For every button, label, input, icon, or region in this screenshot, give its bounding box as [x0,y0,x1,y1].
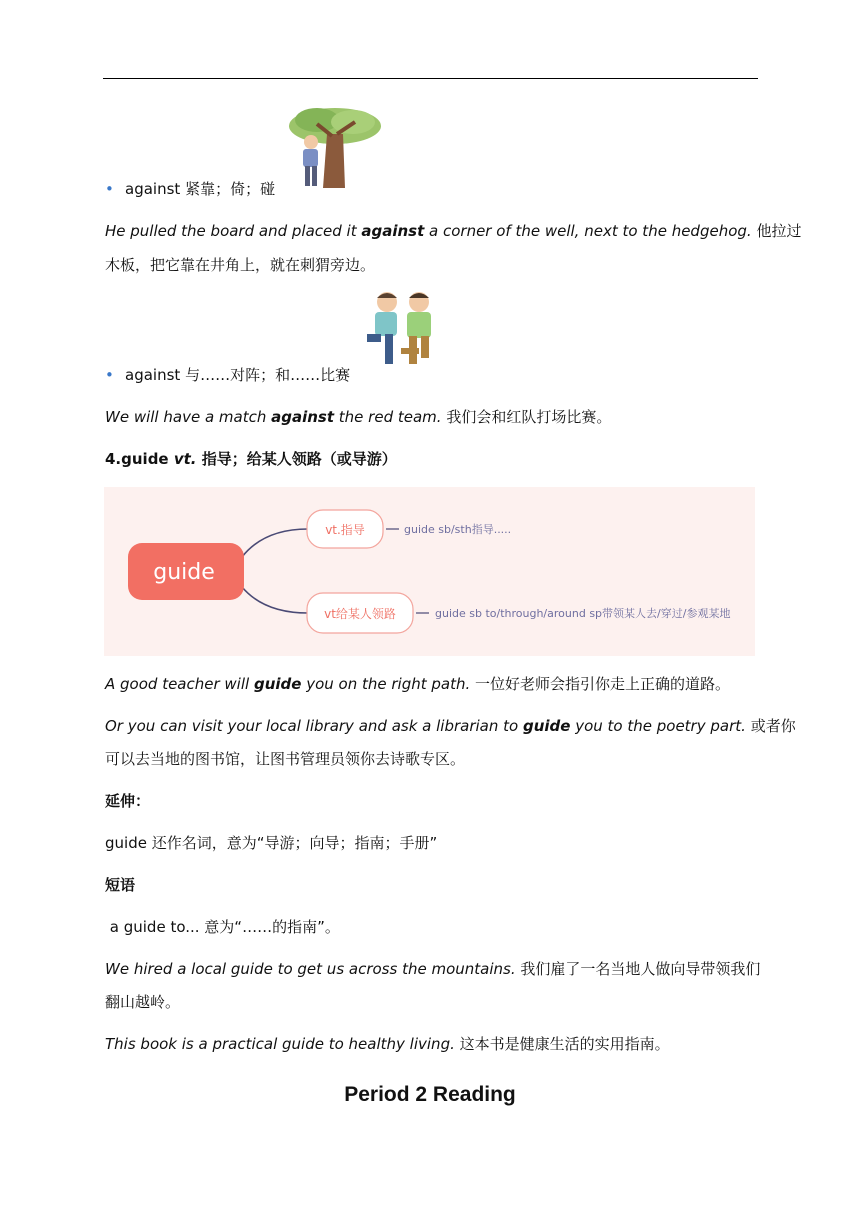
bullet-against-match: • against 与……对阵；和……比赛 [105,366,351,384]
branch-2-note: guide sb to/through/around sp带领某人去/穿过/参观某地 [435,607,731,620]
guide-mind-map [104,487,755,656]
example-1-line-2: 木板，把它靠在井角上，就在刺猬旁边。 [105,256,376,274]
phrase-text: a guide to... 意为“……的指南”。 [105,918,340,936]
mind-map-diagram [104,487,755,656]
example-6: This book is a practical guide to healthy living. 这本书是健康生活的实用指南。 [105,1035,670,1053]
bullet-against-lean: • against 紧靠；倚；碰 [105,180,276,198]
entry-guide-heading: 4.guide vt. 指导；给某人领路（或导游） [105,450,397,468]
example-5-line-1: We hired a local guide to get us across the mountains. 我们雇了一名当地人做向导带领我们 [105,960,761,978]
bullet-dot: • [105,180,114,198]
example-3: A good teacher will guide you on the right path. 一位好老师会指引你走上正确的道路。 [105,675,731,693]
header-rule [103,78,758,79]
branch-1-connector [242,529,308,557]
phrase-label: 短语 [105,876,136,894]
boys-contest-illustration [357,290,445,378]
branch-1-note: guide sb/sth指导..... [404,523,512,536]
branch-2-connector [242,587,308,613]
section-title: Period 2 Reading [344,1083,516,1106]
example-4-line-2: 可以去当地的图书馆，让图书管理员领你去诗歌专区。 [105,750,466,768]
center-node-label: guide [153,560,215,585]
branch-2-label: vt给某人领路 [324,607,396,621]
example-4-line-1: Or you can visit your local library and ask a librarian to guide you to the poetry part. 或者你 [105,717,796,735]
extend-text: guide 还作名词，意为“导游；向导；指南；手册” [105,834,438,852]
extend-label: 延伸： [105,792,151,810]
bullet-dot: • [105,366,114,384]
example-2: We will have a match against the red team. 我们会和红队打场比赛。 [105,408,612,426]
tree-lean-illustration [287,104,383,192]
example-5-line-2: 翻山越岭。 [105,993,181,1011]
branch-1-label: vt.指导 [325,523,365,537]
example-1-line-1: He pulled the board and placed it against a corner of the well, next to the hedgehog. 他拉过 [105,222,802,240]
